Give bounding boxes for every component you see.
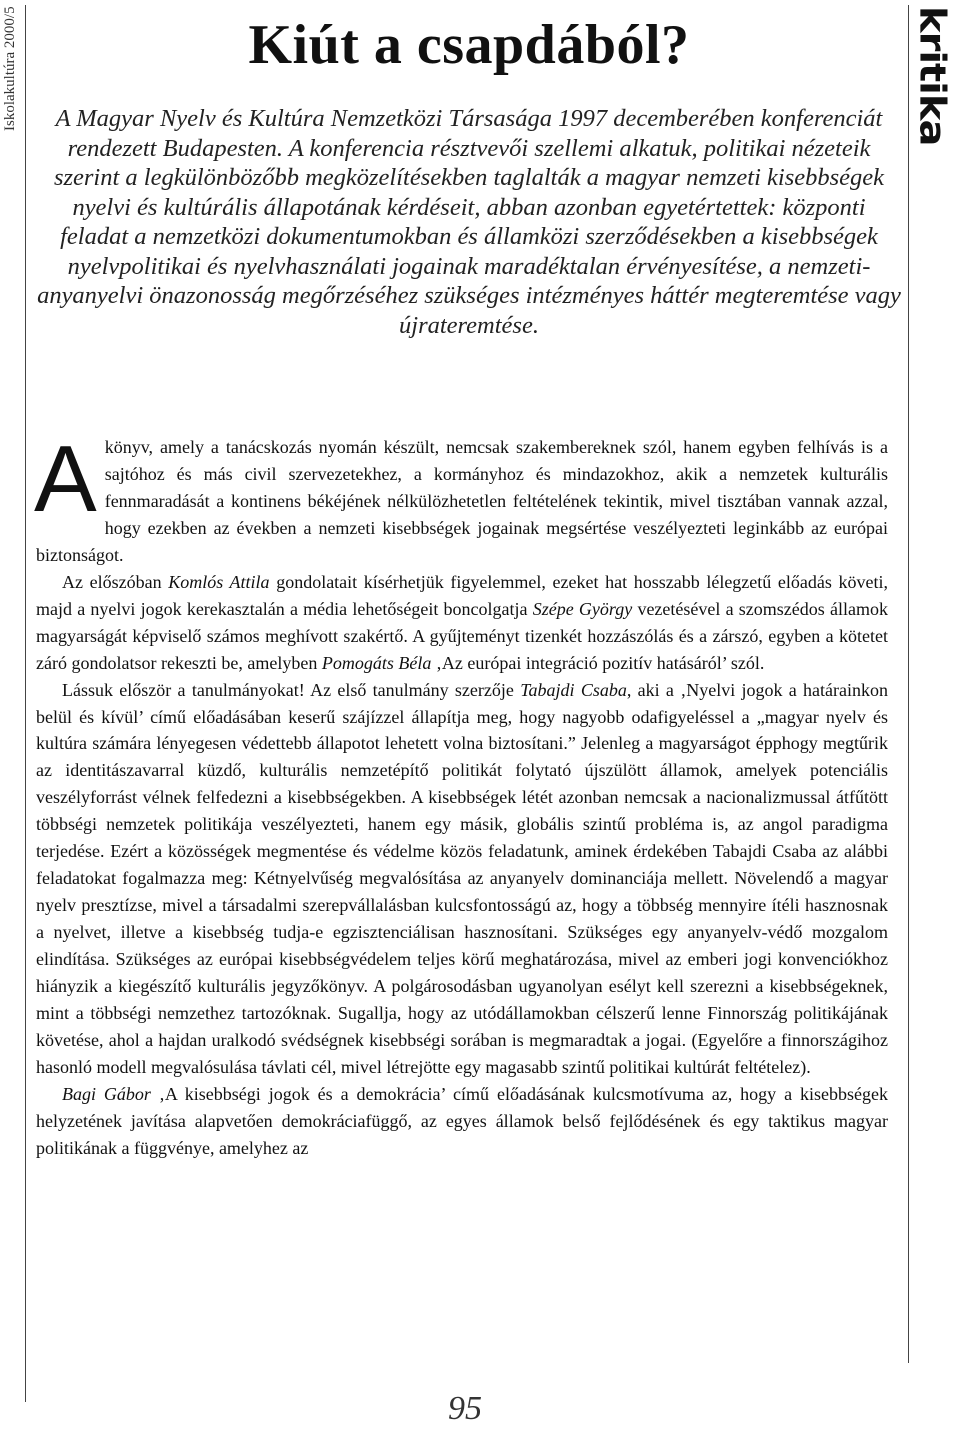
- author-name: Szépe György: [532, 598, 633, 619]
- page-number: 95: [448, 1390, 482, 1427]
- author-name: Pomogáts Béla: [321, 652, 432, 673]
- paragraph-2-text-b: gondolatait kísérhetjük figyelemmel, ezeket hat hosszabb lélegzetű előadás követi, majd a nyelvi jogok kerekasztalán a média lehetőségeit boncolgatja: [36, 571, 889, 619]
- paragraph-2-text-a: Az előszóban: [62, 571, 169, 592]
- section-label: kritika: [911, 6, 953, 146]
- paragraph-3: [36, 677, 888, 1081]
- article-body: [34, 426, 889, 1162]
- author-name: Tabajdi Csaba: [520, 679, 627, 700]
- paragraph-4: [36, 1081, 888, 1162]
- author-name: Komlós Attila: [168, 571, 270, 592]
- paragraph-2-text-c: vezetésével a szomszédos államok magyarságát képviselő számos meghívott szakértő. A gyűjteményt tizenkét hozzászólás és a zárszó, egyben a kötetet záró gondolatsor rekeszti be, amelyben: [36, 598, 888, 673]
- right-margin-rule: [908, 5, 909, 1363]
- paragraph-1-text: könyv, amely a tanácskozás nyomán készült, nemcsak szakembereknek szól, hanem egyben felhívás is a sajtóhoz és más civil szervezetekhez, a kormányhoz és mindazokhoz, akik a nemzetek kulturális fennmaradását a kontinens békéjének nélkülözhetetlen feltételének tekintik, mivel tisztában vannak azzal, hogy ezekben az években a nemzeti kisebbségek jogainak megsértése veszélyezteti leginkább az európai biztonságot.: [36, 437, 888, 565]
- drop-cap: A: [34, 426, 97, 531]
- paragraph-2: [36, 569, 888, 677]
- article-title: Kiút a csapdából?: [248, 14, 690, 76]
- left-margin-rule: [25, 5, 26, 1402]
- paragraph-4-text: ‚A kisebbségi jogok és a demokrácia’ című előadásának kulcsmotívuma az, hogy a kisebbségek helyzetének javítása alapvetően demokráciafüggő, az egyes államok belső fejlődésének és egy taktikus magyar politikának a függvénye, amelyhez az: [36, 1083, 889, 1158]
- paragraph-3-text-b: , aki a ‚Nyelvi jogok a határainkon belül és kívül’ című előadásában keserű szájízzel állapítja meg, hogy nagyobb odafigyeléssel a „magyar nyelv és kultúra számára lényegesen védettebb állapotot lehetett volna biztosítani.” Jelenleg a magyarságot épphogy megtűrik az identitászavarral küzdő, kulturális nemzetépítő politikát folytató újszülött államok, amelyek potenciális veszélyforrást vélnek felfedezni a kisebbségekben. A kisebbségek létét azonban nemcsak a nacionalizmussal átfűtött többségi nemzetek politikája veszélyezteti, hanem egy másik, globális szintű probléma is, az angol paradigma terjedése. Ezért a közösségek megmentése és védelme közös feladatunk, aminek érdekében Tabajdi Csaba az alábbi feladatokat fogalmazza meg: Kétnyelvűség megvalósítása az anyanyelv dominanciája mellett. Növelendő a magyar nyelv presztízse, mivel a társadalmi szerepvállalásban kulcsfontosságú az, hogy a többség mennyire ítéli hasznosnak a nyelvet, illetve a kisebbség tudja-e egzisztenciálisan hasznosítani. Szükséges egy anyanyelv-védő mozgalom elindítása. Szükséges az európai kisebbségvédelem teljes körű meghatározása, mivel az emberi jogi konvenciókhoz hiányzik a kiegészítő kulturális jegyzőkönyv. A polgárosodásban ugyanolyan esélyt kell szerezni a kisebbségeknek, mint a többségi nemzethez tartozóknak. Sugallja, hogy az utódállamokban célszerű lenne Finnország politikájának követése, ahol a hajdan uralkodó svédségnek kisebbségi sorában is megmaradtak a jogai. (Egyelőre a finnországihoz hasonló modell megvalósulása távlati cél, mivel létrejötte egy magasabb szintű politikai kultúrát feltételez).: [36, 679, 889, 1077]
- running-header-journal: Iskolakultúra 2000/5: [2, 6, 18, 131]
- article-lead: A Magyar Nyelv és Kultúra Nemzetközi Társasága 1997 decemberében konferenciát rendezett Budapesten. A konferencia résztvevői szellemi alkatuk, politikai nézeteik szerint a legkülönbözőbb megközelítésekben taglalták a magyar nemzeti kisebbségek nyelvi és kultúrális állapotának kérdéseit, abban azonban egyetértettek: központi feladat a nemzetközi dokumentumokban és államközi szerződésekben a kisebbségek nyelvpolitikai és nyelvhasználati jogainak maradéktalan érvényesítése, a nemzeti-anyanyelvi önazonosság megőrzéséhez szükséges intézményes háttér megteremtése vagy újrateremtése.: [37, 105, 901, 339]
- paragraph-3-text-a: Lássuk először a tanulmányokat! Az első tanulmány szerzője: [62, 679, 521, 700]
- paragraph-1: [34, 426, 888, 569]
- author-name: Bagi Gábor: [62, 1083, 151, 1104]
- paragraph-2-text-d: ‚Az európai integráció pozitív hatásáról’ szól.: [431, 652, 765, 673]
